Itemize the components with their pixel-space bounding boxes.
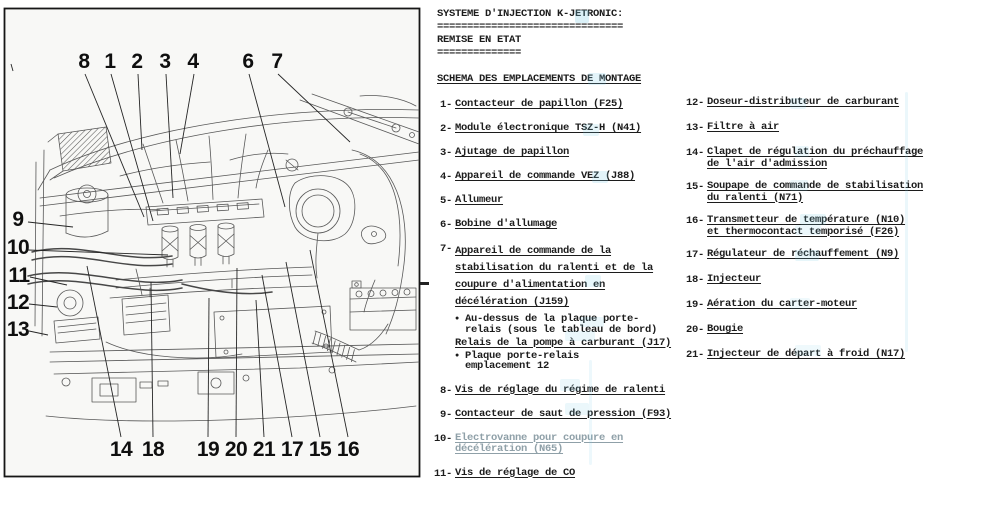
callout-3: 3 [159,50,171,73]
legend-item-text [455,468,575,480]
legend-column-1 [430,8,686,492]
legend-text-line: décélération (J159) [455,296,570,308]
legend-note-text [465,351,579,372]
legend-item-number: 7- [439,243,452,255]
legend-item-19 [680,299,950,311]
callout-13: 13 [6,318,30,341]
legend-item-3 [430,147,686,159]
legend-item-text [707,249,899,261]
legend-item-text [455,409,671,421]
legend-note [455,338,671,349]
legend-item-number: 14- [685,147,704,159]
legend-list-1-11 [430,99,686,480]
legend-item-text [707,215,905,238]
legend-item-11 [430,468,686,480]
legend-item-number: 4- [439,171,452,183]
legend-text-line: Relais de la pompe à carburant (J17) [455,336,672,349]
legend-text-line: Module électronique TSZ-H (N41) [455,122,642,134]
photo-border [5,9,420,477]
legend-item-number: 17- [685,249,704,261]
legend-text-line: Vis de réglage de CO [455,466,576,479]
legend-item-7 [430,243,686,372]
legend-item-text [455,171,635,183]
legend-note [455,351,671,372]
callout-20: 20 [224,438,248,461]
legend-item-4 [430,171,686,183]
legend-item-text [707,299,857,311]
legend-text-line: emplacement 12 [465,360,550,372]
legend-text-line: Filtre à air [707,121,780,133]
legend-item-5 [430,195,686,207]
legend-text-line: Plaque porte-relais [465,349,580,362]
legend-item-21 [680,349,950,361]
legend-item-number: 12- [685,97,704,109]
legend-item-8 [430,385,686,397]
legend-text-line: Appareil de commande VEZ (J88) [455,170,636,182]
legend-item-number: 3- [439,147,452,159]
legend-text-line: Régulateur de réchauffement (N9) [707,248,900,260]
legend-text-line: du ralenti (N71) [707,191,804,204]
legend-text-line: Contacteur de papillon (F25) [455,98,624,110]
legend-item-12 [680,97,950,109]
legend-text-line: Ajutage de papillon [455,146,570,158]
callout-16: 16 [336,438,360,461]
legend-item-text [455,243,671,372]
page-title: SYSTEME D'INJECTION K-JETRONIC: [437,8,624,20]
legend-item-number: 10- [433,432,452,445]
legend-text-line: de l'air d'admission [707,157,828,170]
callout-21: 21 [252,438,276,461]
callout-10: 10 [6,236,30,259]
legend-text-line: Au-dessus de la plaque porte- [465,313,640,325]
legend-item-number: 2- [439,123,452,135]
legend-text-line: Bougie [707,323,744,335]
legend-note-text [455,338,671,349]
legend-item-number: 15- [685,181,704,193]
legend-item-17 [680,249,950,261]
engine-bay-photo-frame [0,0,430,510]
legend-item-text [707,349,905,361]
title-rule: =============================== [437,21,624,33]
legend-text-line: Doseur-distributeur de carburant [707,96,900,108]
callout-2: 2 [131,50,143,73]
callout-12: 12 [6,291,30,314]
legend-item-text [707,324,743,336]
bullet-icon: ● [455,315,459,323]
legend-item-text [707,97,899,109]
legend-item-notes [455,314,671,372]
callout-11: 11 [8,264,30,287]
legend-item-text [455,123,641,135]
callout-6: 6 [242,50,254,73]
callout-4: 4 [187,50,199,73]
legend-item-text [707,122,779,134]
legend-item-number: 9- [439,408,452,421]
legend-text-line: Soupape de commande de stabilisation [707,180,924,192]
legend-text-line: Appareil de commande de la [455,245,612,257]
legend-item-number: 8- [439,384,452,397]
legend-text-line: Electrovanne pour coupure en [455,431,624,444]
legend-item-text [707,181,923,204]
legend-note-text [465,314,657,335]
callout-7: 7 [271,50,283,73]
legend-item-number: 5- [439,195,452,207]
legend-text-line: Clapet de régulation du préchauffage [707,146,924,158]
legend-item-number: 18- [685,274,704,286]
legend-item-number: 21- [685,349,704,361]
callout-1: 1 [104,50,116,73]
legend-text-line: coupure d'alimentation en [455,279,606,291]
legend-item-number: 20- [685,324,704,336]
legend-item-number: 16- [685,215,704,227]
section-heading: SCHEMA DES EMPLACEMENTS DE MONTAGE [437,73,642,85]
legend-item-text [455,147,569,159]
legend-item-number: 19- [685,299,704,311]
legend-text-line: et thermocontact temporisé (F26) [707,225,900,238]
legend-item-number: 11- [433,467,452,480]
legend-item-text [707,147,923,170]
legend-text-line: Injecteur de départ à froid (N17) [707,348,906,360]
legend-item-15 [680,181,950,204]
callout-19: 19 [196,438,220,461]
legend-item-6 [430,219,686,231]
legend-item-number: 6- [439,219,452,231]
bullet-icon: ● [455,351,459,360]
legend-item-text [707,274,761,286]
legend-item-14 [680,147,950,170]
callout-14: 14 [109,438,133,461]
legend-list-12-21 [680,97,950,361]
legend-item-10 [430,433,686,456]
legend-text-line: Vis de réglage du régime de ralenti [455,383,666,396]
legend-text-line: Allumeur [455,194,504,206]
engine-diagram [0,0,430,510]
legend-item-text [455,99,623,111]
legend-item-number: 13- [685,122,704,134]
legend-item-1 [430,99,686,111]
legend-text-line: Injecteur [707,273,762,285]
legend-text-line: Aération du carter-moteur [707,298,858,310]
legend-item-text [455,195,503,207]
legend-text-line: relais (sous le tableau de bord) [465,323,658,336]
page-subtitle: REMISE EN ETAT [437,34,522,46]
callout-18: 18 [141,438,165,461]
legend-item-text [455,385,665,397]
legend-item-text [455,219,557,231]
legend-item-18 [680,274,950,286]
legend-item-20 [680,324,950,336]
legend-text-line: décélération (N65) [455,443,564,455]
callout-9: 9 [12,208,24,231]
legend-text-line: stabilisation du ralenti et de la [455,262,654,274]
subtitle-rule: ============== [437,47,522,59]
legend-item-text [455,433,623,456]
legend-column-2 [680,0,950,374]
legend-text-line: Contacteur de saut de pression (F93) [455,407,672,420]
legend-item-9 [430,409,686,421]
legend-item-number: 1- [439,99,452,111]
legend-text-line: Transmetteur de température (N10) [707,214,906,226]
legend-item-13 [680,122,950,134]
legend-text-line: Bobine d'allumage [455,218,558,230]
callout-8: 8 [78,50,90,73]
callout-15: 15 [308,438,332,461]
legend-item-2 [430,123,686,135]
legend-item-16 [680,215,950,238]
callout-17: 17 [280,438,304,461]
legend-note [455,314,671,335]
